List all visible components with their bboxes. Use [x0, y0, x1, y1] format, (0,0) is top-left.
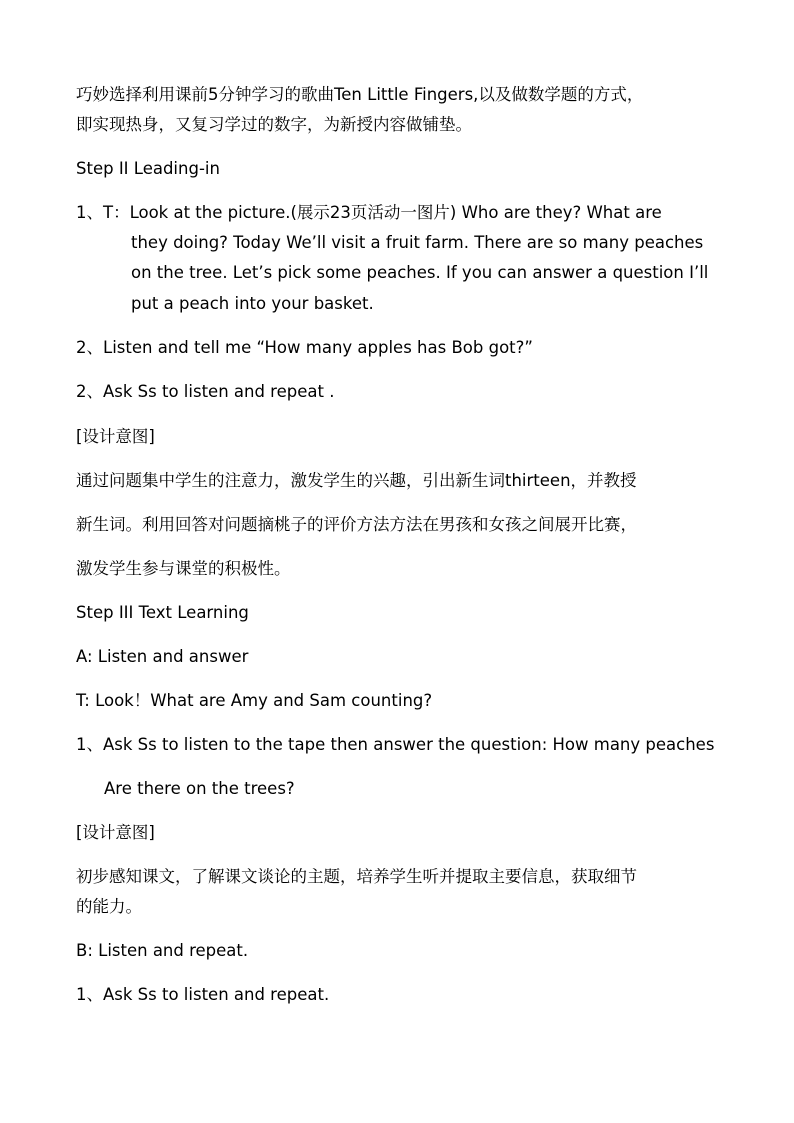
list-item: 1、Ask Ss to listen to the tape then answer the question: How many peaches [76, 735, 715, 754]
section-heading: Step III Text Learning [76, 603, 249, 622]
text-line: 初步感知课文，了解课文谈论的主题，培养学生听并提取主要信息，获取细节 [76, 867, 637, 886]
list-item-continuation: put a peach into your basket. [131, 294, 374, 313]
text-line: 激发学生参与课堂的积极性。 [76, 559, 291, 578]
text-line: 新生词。利用回答对问题摘桃子的评价方法方法在男孩和女孩之间展开比赛， [76, 515, 637, 534]
list-item-continuation: they doing? Today We’ll visit a fruit farm. There are so many peaches [131, 233, 704, 252]
text-line: 巧妙选择利用课前5分钟学习的歌曲Ten Little Fingers,以及做数学题的方式， [76, 85, 644, 104]
text-line: 通过问题集中学生的注意力，激发学生的兴趣，引出新生词thirteen，并教授 [76, 471, 637, 490]
design-intent-label: [设计意图] [76, 823, 155, 842]
subsection-heading: A: Listen and answer [76, 647, 249, 666]
subsection-heading: B: Listen and repeat. [76, 941, 249, 960]
list-item-continuation: Are there on the trees? [104, 779, 295, 798]
list-item: 2、Listen and tell me “How many apples has Bob got?” [76, 338, 533, 357]
list-item: 1、T：Look at the picture.(展示23页活动一图片) Who are they? What are [76, 203, 662, 222]
design-intent-label: [设计意图] [76, 427, 155, 446]
list-item: 1、Ask Ss to listen and repeat. [76, 985, 330, 1004]
text-line: 的能力。 [76, 897, 142, 916]
text-line: 即实现热身，又复习学过的数字，为新授内容做铺垫。 [76, 115, 472, 134]
text-line: T: Look！What are Amy and Sam counting? [76, 691, 433, 710]
list-item: 2、Ask Ss to listen and repeat . [76, 382, 335, 401]
list-item-continuation: on the tree. Let’s pick some peaches. If you can answer a question I’ll [131, 263, 709, 282]
section-heading: Step II Leading-in [76, 159, 220, 178]
